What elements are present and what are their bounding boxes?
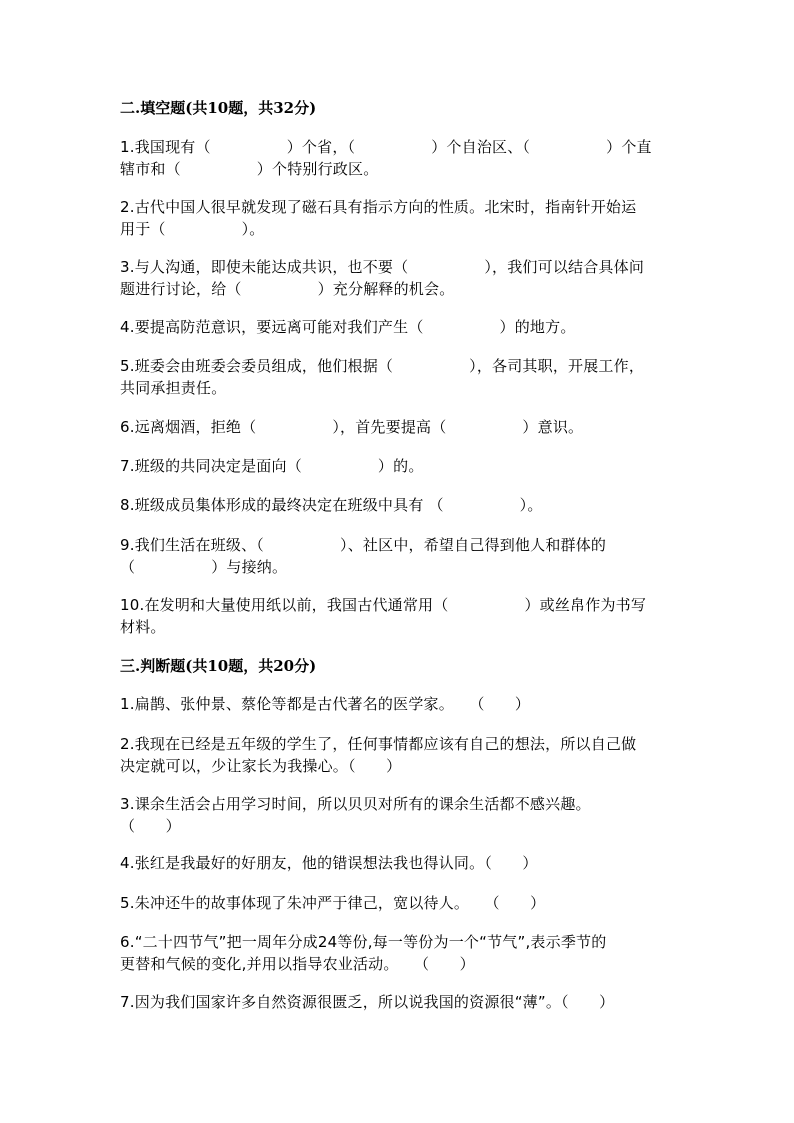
true-false-question-6: [120, 931, 680, 975]
question-line: 共同承担责任。: [120, 379, 227, 397]
question-line: 1.扁鹊、张仲景、蔡伦等都是古代著名的医学家。 （ ）: [120, 695, 531, 713]
fill-blank-question-4: [120, 316, 680, 338]
fill-blank-question-7: [120, 455, 680, 477]
question-line: 6.远离烟酒，拒绝（ ），首先要提高（ ）意识。: [120, 418, 584, 436]
question-line: （ ）与接纳。: [120, 558, 288, 576]
question-line: 辖市和（ ）个特别行政区。: [120, 160, 379, 178]
question-line: 3.课余生活会占用学习时间，所以贝贝对所有的课余生活都不感兴趣。: [120, 795, 591, 813]
question-line: （ ）: [120, 817, 181, 835]
question-line: 1.我国现有（ ）个省，（ ）个自治区、（ ）个直: [120, 138, 652, 156]
question-line: 5.朱冲还牛的故事体现了朱冲严于律己，宽以待人。 （ ）: [120, 894, 546, 912]
fill-blank-question-5: [120, 355, 680, 399]
question-line: 2.古代中国人很早就发现了磁石具有指示方向的性质。北宋时，指南针开始运: [120, 198, 637, 216]
question-line: 8.班级成员集体形成的最终决定在班级中具有 （ ）。: [120, 496, 543, 514]
fill-blank-question-6: [120, 416, 680, 438]
section-title-fill-blank: 二.填空题(共10题，共32分): [120, 99, 317, 117]
question-line: 9.我们生活在班级、（ ）、社区中，希望自己得到他人和群体的: [120, 536, 607, 554]
fill-blank-question-3: [120, 256, 680, 300]
question-line: 2.我现在已经是五年级的学生了，任何事情都应该有自己的想法，所以自己做: [120, 735, 637, 753]
fill-blank-question-9: [120, 534, 680, 578]
question-line: 4.要提高防范意识，要远离可能对我们产生（ ）的地方。: [120, 318, 576, 336]
question-line: 5.班委会由班委会委员组成，他们根据（ ），各司其职，开展工作，: [120, 357, 645, 375]
fill-blank-question-2: [120, 196, 680, 240]
true-false-question-7: [120, 991, 680, 1013]
question-line: 3.与人沟通，即使未能达成共识，也不要（ ），我们可以结合具体问: [120, 258, 645, 276]
question-line: 4.张红是我最好的好朋友，他的错误想法我也得认同。（ ）: [120, 854, 538, 872]
true-false-question-1: [120, 693, 680, 715]
question-line: 更替和气候的变化,并用以指导农业活动。 （ ）: [120, 955, 475, 973]
question-line: 7.因为我们国家许多自然资源很匮乏，所以说我国的资源很“薄”。（ ）: [120, 993, 615, 1011]
question-line: 7.班级的共同决定是面向（ ）的。: [120, 457, 424, 475]
question-line: 决定就可以，少让家长为我操心。（ ）: [120, 757, 402, 775]
fill-blank-question-1: [120, 136, 680, 180]
question-line: 材料。: [120, 618, 166, 636]
true-false-question-2: [120, 733, 680, 777]
question-line: 10.在发明和大量使用纸以前，我国古代通常用（ ）或丝帛作为书写: [120, 596, 647, 614]
fill-blank-question-8: [120, 494, 680, 516]
true-false-question-4: [120, 852, 680, 874]
true-false-question-5: [120, 892, 680, 914]
question-line: 用于（ ）。: [120, 220, 265, 238]
section-title-true-false: 三.判断题(共10题，共20分): [120, 657, 317, 675]
true-false-question-3: [120, 793, 680, 837]
question-line: 题进行讨论，给（ ）充分解释的机会。: [120, 280, 455, 298]
question-line: 6.“二十四节气”把一周年分成24等份,每一等份为一个“节气”,表示季节的: [120, 933, 607, 951]
fill-blank-question-10: [120, 594, 680, 638]
